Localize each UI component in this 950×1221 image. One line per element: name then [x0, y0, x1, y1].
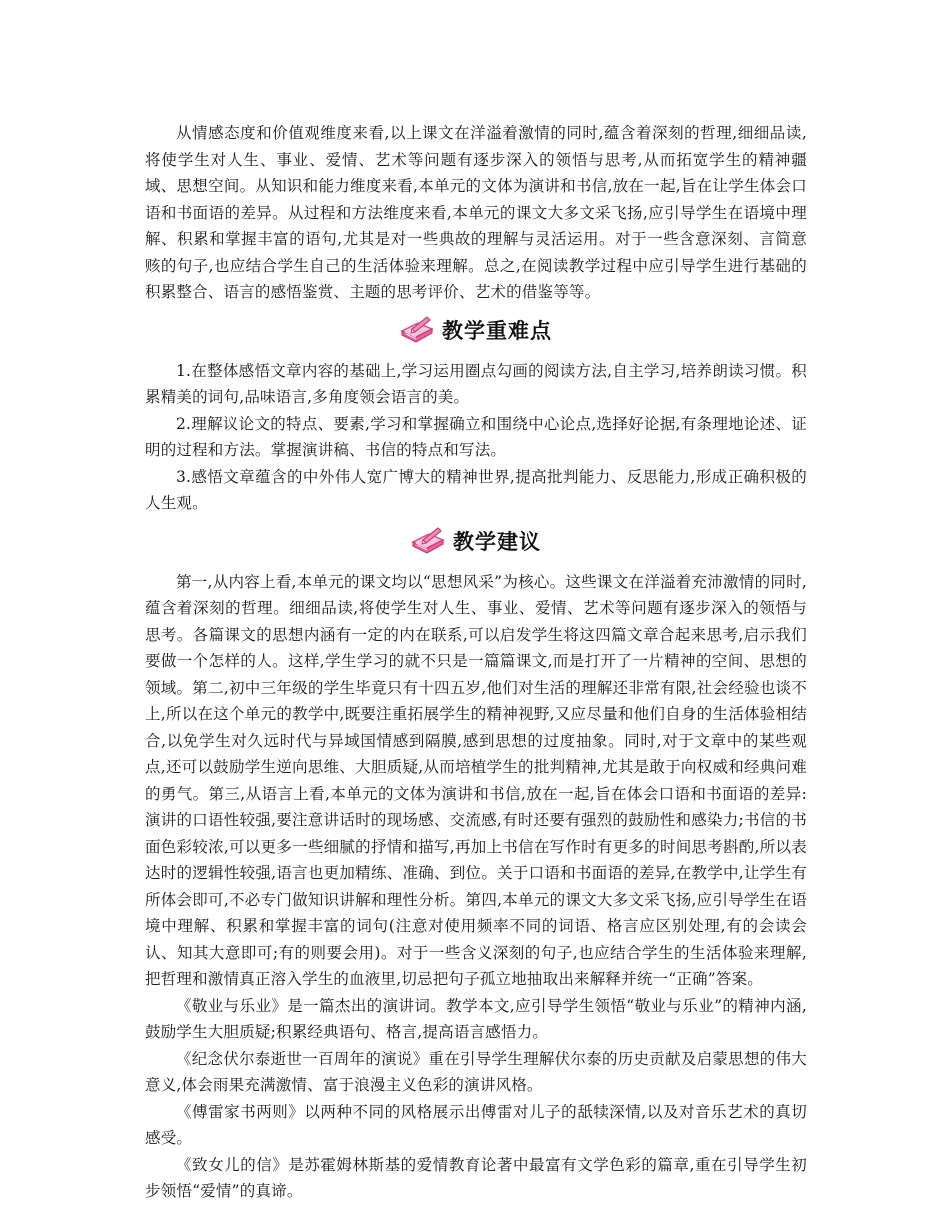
document-page [145, 120, 807, 1205]
section-title: 教学重难点 [442, 318, 552, 343]
suggestion-paragraph: 《傅雷家书两则》以两种不同的风格展示出傅雷对儿子的舐犊深情,以及对音乐艺术的真切感受。 [145, 1102, 807, 1147]
suggestion-paragraph: 《致女儿的信》是苏霍姆林斯基的爱情教育论著中最富有文学色彩的篇章,重在引导学生初步领悟“爱情”的真谛。 [145, 1155, 807, 1200]
intro-paragraph: 从情感态度和价值观维度来看,以上课文在洋溢着激情的同时,蕴含着深刻的哲理,细细品读,将使学生对人生、事业、爱情、艺术等问题有逐步深入的领悟与思考,从而拓宽学生的精神疆域、思想空间。从知识和能力维度来看,本单元的文体为演讲和书信,放在一起,旨在让学生体会口语和书面语的差异。从过程和方法维度来看,本单元的课文大多文采飞扬,应引导学生在语境中理解、积累和掌握丰富的语句,尤其是对一些典故的理解与灵活运用。对于一些含意深刻、言简意赅的句子,也应结合学生自己的生活体验来理解。总之,在阅读教学过程中应引导学生进行基础的积累整合、语言的感悟鉴赏、主题的思考评价、艺术的借鉴等等。 [145, 124, 807, 301]
suggestion-paragraph: 第一,从内容上看,本单元的课文均以“思想风采”为核心。这些课文在洋溢着充沛激情的同时,蕴含着深刻的哲理。细细品读,将使学生对人生、事业、爱情、艺术等问题有逐步深入的领悟与思考。各篇课文的思想内涵有一定的内在联系,可以启发学生将这四篇文章合起来思考,启示我们要做一个怎样的人。这样,学生学习的就不只是一篇篇课文,而是打开了一片精神的空间、思想的领域。第二,初中三年级的学生毕竟只有十四五岁,他们对生活的理解还非常有限,社会经验也谈不上,所以在这个单元的教学中,既要注重拓展学生的精神视野,又应尽量和他们自身的生活体验相结合,以免学生对久远时代与异域国情感到隔膜,感到思想的过度抽象。同时,对于文章中的某些观点,还可以鼓励学生逆向思维、大胆质疑,从而培植学生的批判精神,尤其是敢于向权威和经典问难的勇气。第三,从语言上看,本单元的文体为演讲和书信,放在一起,旨在体会口语和书面语的差异:演讲的口语性较强,要注意讲话时的现场感、交流感,有时还要有强烈的鼓励性和感染力;书信的书面色彩较浓,可以更多一些细腻的抒情和描写,再加上书信在写作时有更多的时间思考斟酌,所以表达时的逻辑性较强,语言也更加精练、准确、到位。关于口语和书面语的差异,在教学中,让学生有所体会即可,不必专门做知识讲解和理性分析。第四,本单元的课文大多文采飞扬,应引导学生在语境中理解、积累和掌握丰富的词句(注意对使用频率不同的词语、格言应区别处理,有的会读会认、知其大意即可;有的则要会用)。对于一些含义深刻的句子,也应结合学生的生活体验来理解,把哲理和激情真正溶入学生的血液里,切忌把句子孤立地抽取出来解释并统一“正确”答案。 [145, 572, 807, 988]
suggestion-paragraph: 《敬业与乐业》是一篇杰出的演讲词。教学本文,应引导学生领悟“敬业与乐业”的精神内涵,鼓励学生大胆质疑;积累经典语句、格言,提高语言感悟力。 [145, 996, 807, 1041]
suggestion-paragraph: 《纪念伏尔泰逝世一百周年的演说》重在引导学生理解伏尔泰的历史贡献及启蒙思想的伟大意义,体会雨果充满激情、富于浪漫主义色彩的演讲风格。 [145, 1049, 807, 1094]
key-points-list [145, 358, 807, 517]
pencil-book-icon [400, 315, 434, 345]
list-item: 3.感悟文章蕴含的中外伟人宽广博大的精神世界,提高批判能力、反思能力,形成正确积极的人生观。 [145, 467, 807, 512]
list-item: 1.在整体感悟文章内容的基础上,学习运用圈点勾画的阅读方法,自主学习,培养朗读习惯。积累精美的词句,品味语言,多角度领会语言的美。 [145, 361, 807, 406]
list-item: 2.理解议论文的特点、要素,学习和掌握确立和围绕中心论点,选择好论据,有条理地论述、证明的过程和方法。掌握演讲稿、书信的特点和写法。 [145, 414, 807, 459]
pencil-book-icon [411, 526, 445, 556]
section-heading-key-points [145, 308, 807, 352]
section-heading-suggestions [145, 519, 807, 563]
section-title: 教学建议 [453, 529, 541, 554]
